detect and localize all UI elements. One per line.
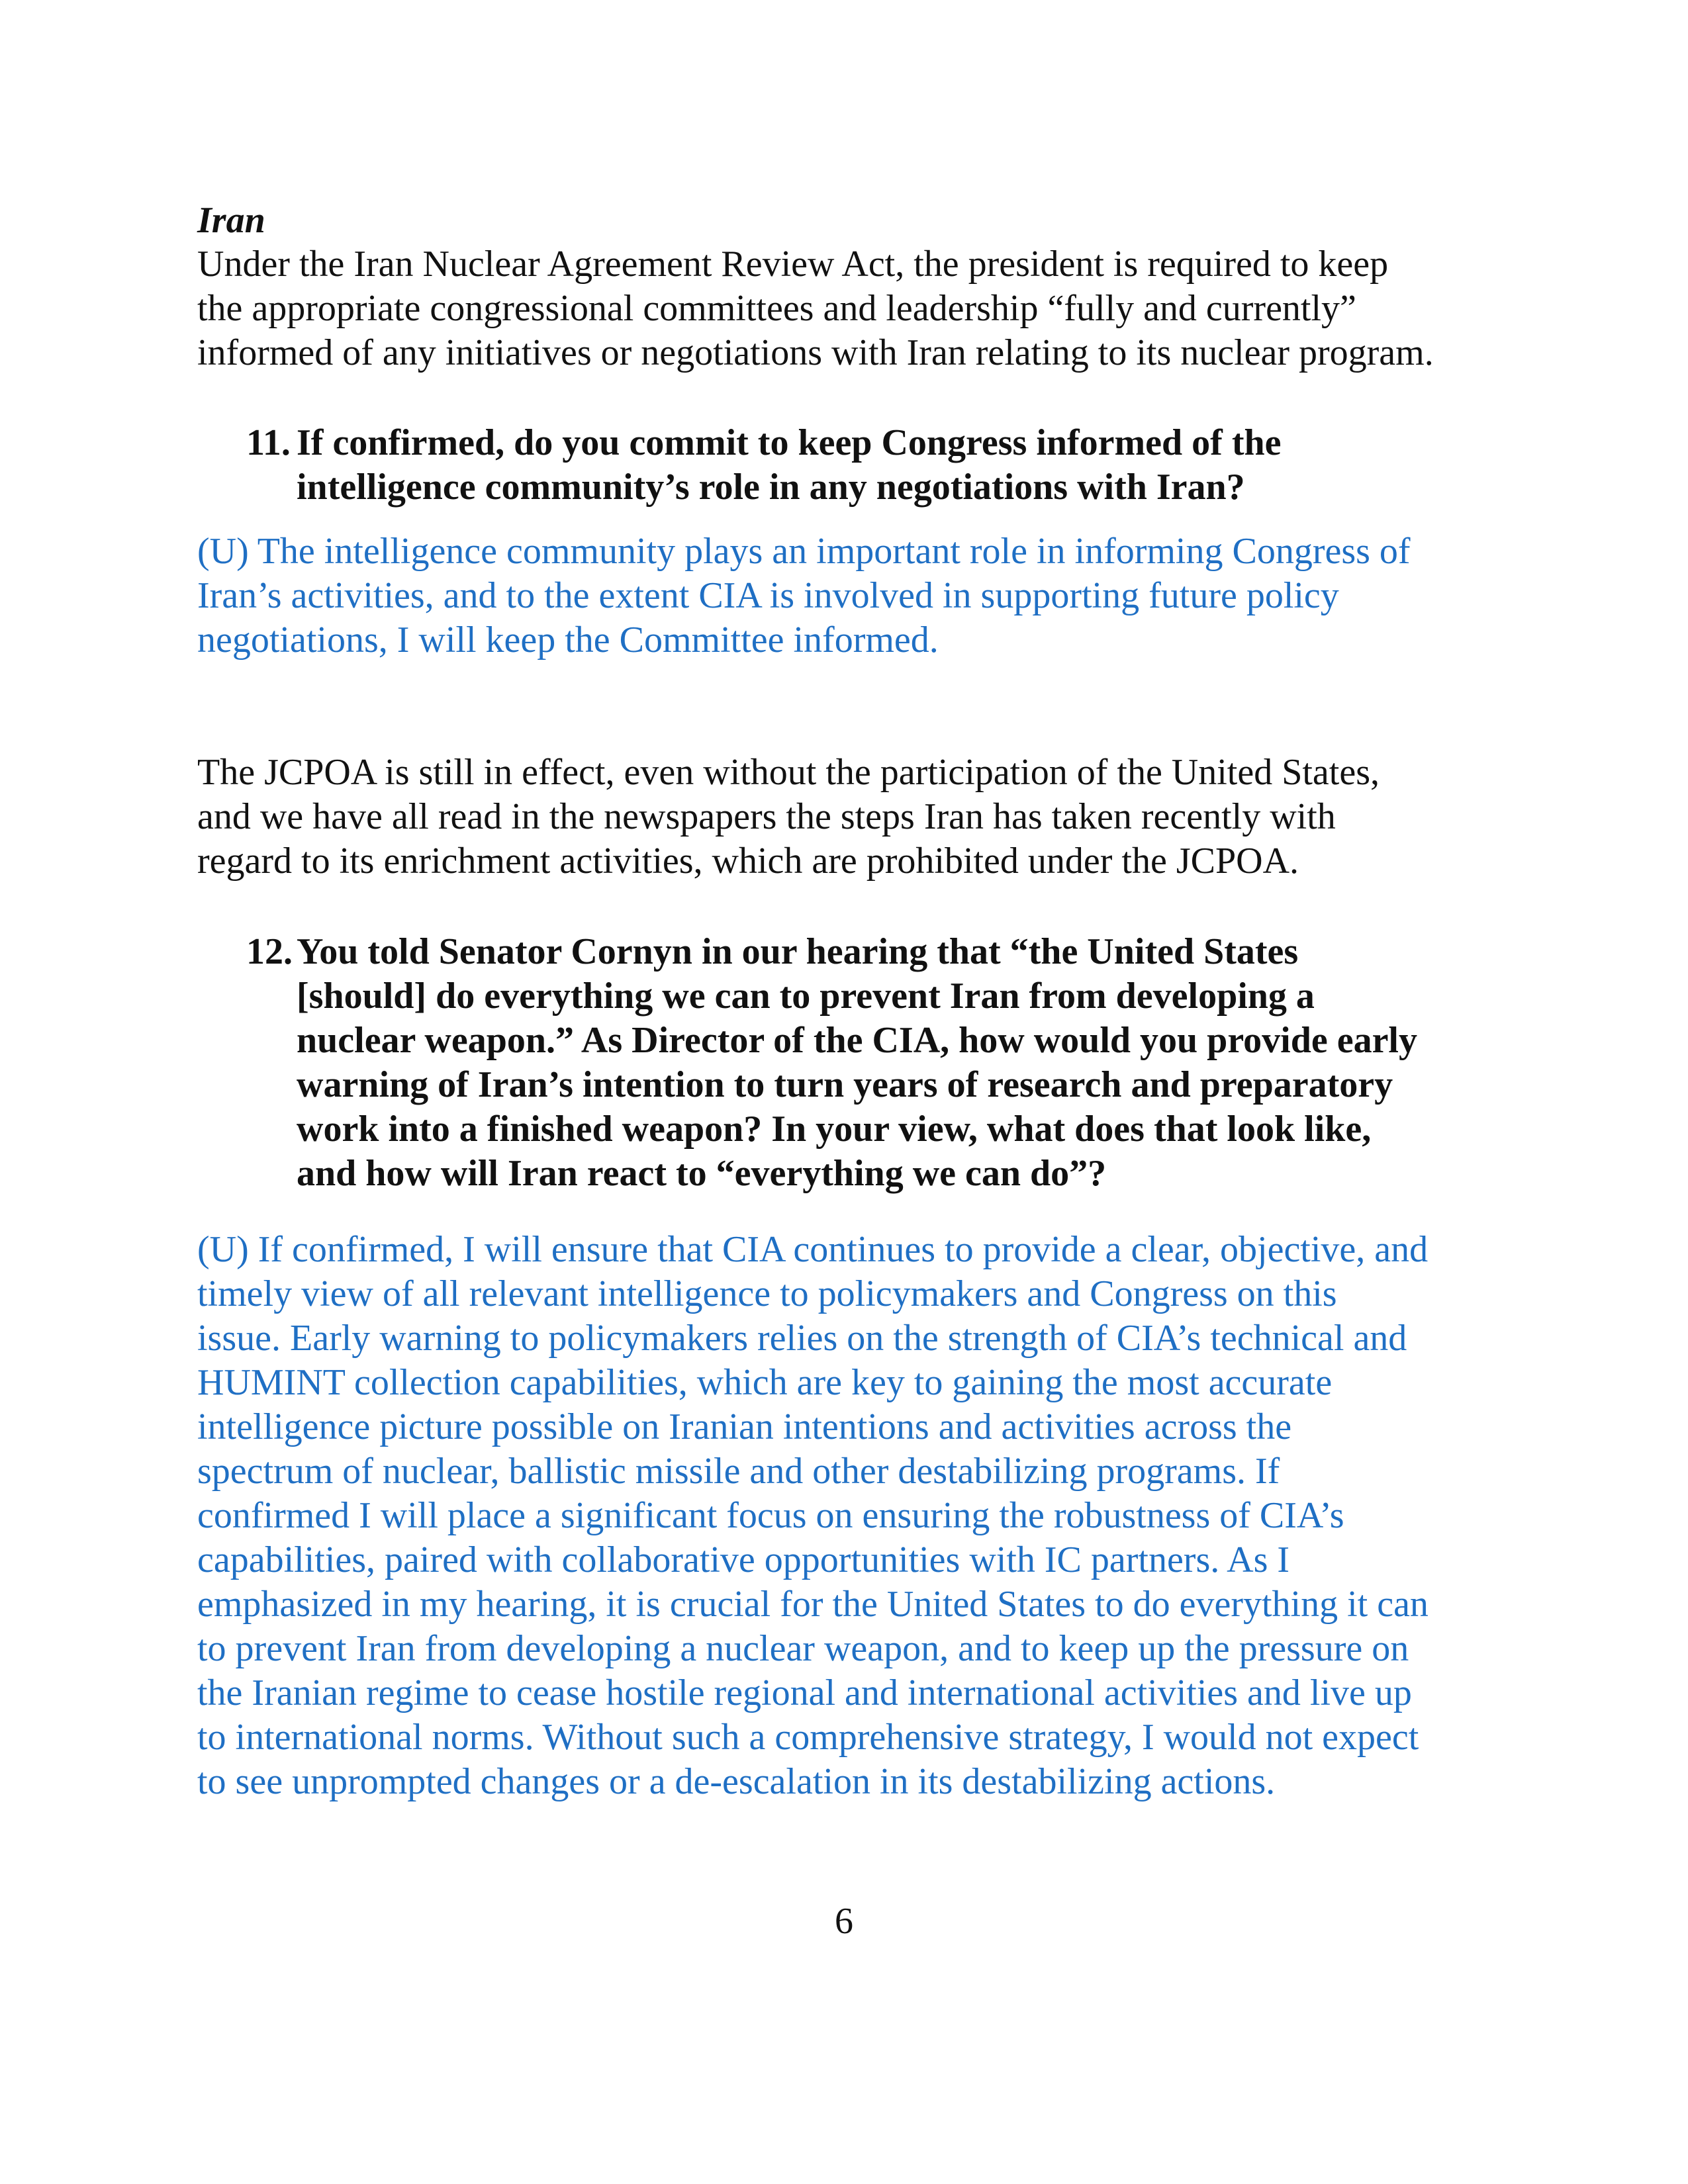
question-line [246,930,1491,974]
page-number: 6 [835,1901,853,1942]
answer-line: negotiations, I will keep the Committee informed. [197,619,939,660]
question-number: 12. [246,931,293,972]
question-12 [246,930,1491,1196]
paragraph-line: and we have all read in the newspapers the steps Iran has taken recently with [197,796,1336,837]
question-text: If confirmed, do you commit to keep Congress informed of the [297,422,1282,463]
intro-line: informed of any initiatives or negotiations with Iran relating to its nuclear program. [197,332,1434,373]
intro-line: Under the Iran Nuclear Agreement Review Act, the president is required to keep [197,244,1389,285]
answer-line: spectrum of nuclear, ballistic missile and other destabilizing programs. If [197,1451,1280,1492]
answer-line: to international norms. Without such a comprehensive strategy, I would not expect [197,1717,1419,1758]
question-text: You told Senator Cornyn in our hearing that “the United States [297,931,1299,972]
intro-line: the appropriate congressional committees and leadership “fully and currently” [197,288,1356,329]
answer-line: to see unprompted changes or a de-escalation in its destabilizing actions. [197,1761,1276,1802]
section-heading: Iran [197,200,265,241]
answer-line: (U) The intelligence community plays an important role in informing Congress of [197,531,1411,572]
question-line: warning of Iran’s intention to turn years of research and preparatory [297,1064,1393,1105]
paragraph-line: regard to its enrichment activities, which are prohibited under the JCPOA. [197,841,1299,882]
answer-line: Iran’s activities, and to the extent CIA is involved in supporting future policy [197,575,1339,616]
answer-line: (U) If confirmed, I will ensure that CIA continues to provide a clear, objective, and [197,1229,1429,1270]
answer-line: HUMINT collection capabilities, which are key to gaining the most accurate [197,1362,1333,1403]
question-line [246,421,1491,465]
answer-line: timely view of all relevant intelligence to policymakers and Congress on this [197,1273,1337,1314]
answer-line: emphasized in my hearing, it is crucial for the United States to do everything it can [197,1584,1429,1625]
question-11 [246,421,1491,510]
jcpoa-paragraph [197,751,1495,884]
answer-line: intelligence picture possible on Iranian intentions and activities across the [197,1406,1292,1447]
answer-line: the Iranian regime to cease hostile regional and international activities and live up [197,1672,1412,1713]
question-line: nuclear weapon.” As Director of the CIA, how would you provide early [297,1020,1417,1061]
question-line: work into a finished weapon? In your view, what does that look like, [297,1109,1372,1150]
intro-paragraph [197,242,1495,375]
answer-11 [197,529,1495,662]
question-line: [should] do everything we can to prevent Iran from developing a [297,976,1315,1017]
question-line: and how will Iran react to “everything we can do”? [297,1153,1107,1194]
question-line: intelligence community’s role in any negotiations with Iran? [297,467,1245,508]
answer-line: issue. Early warning to policymakers relies on the strength of CIA’s technical and [197,1318,1407,1359]
paragraph-line: The JCPOA is still in effect, even without the participation of the United States, [197,752,1380,793]
answer-line: confirmed I will place a significant focus on ensuring the robustness of CIA’s [197,1495,1344,1536]
answer-line: to prevent Iran from developing a nuclear weapon, and to keep up the pressure on [197,1628,1409,1669]
question-number: 11. [246,422,291,463]
answer-line: capabilities, paired with collaborative opportunities with IC partners. As I [197,1539,1290,1580]
answer-12 [197,1228,1495,1804]
